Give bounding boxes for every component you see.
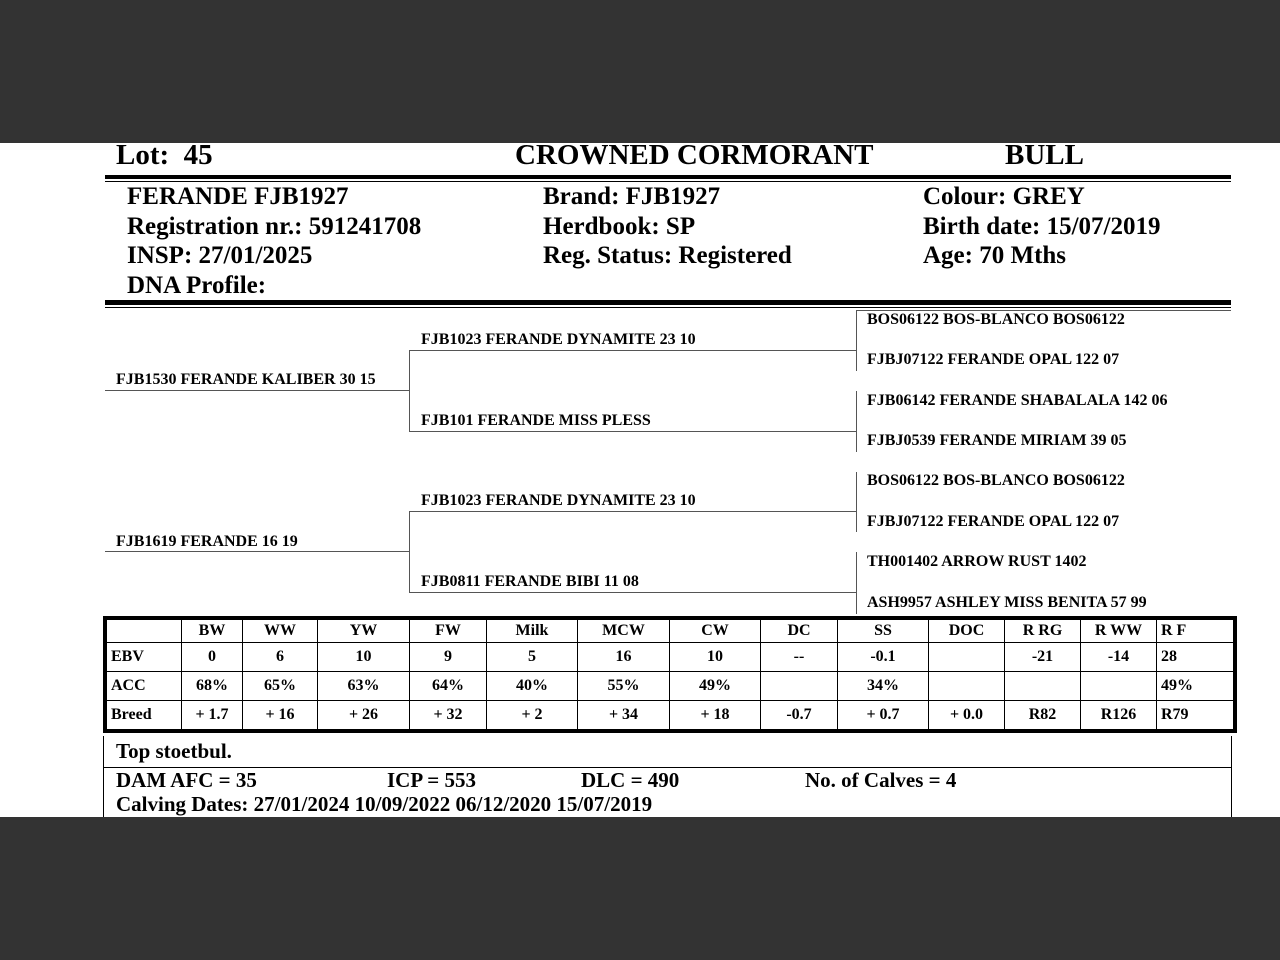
header-cell: DC <box>761 618 838 643</box>
ebv-header-row <box>105 618 1235 643</box>
dlc: DLC = 490 <box>581 768 680 792</box>
header-rule-thin <box>105 181 1231 182</box>
table-cell: 0 <box>182 643 243 672</box>
table-cell: -14 <box>1081 643 1157 672</box>
header-cell: Milk <box>487 618 578 643</box>
ss-sire-line <box>856 310 1231 311</box>
ss-bracket <box>856 310 857 371</box>
table-cell <box>929 643 1005 672</box>
dam: FJB1619 FERANDE 16 19 <box>116 533 298 550</box>
colour: Colour: GREY <box>923 183 1085 210</box>
ebv-table <box>103 616 1237 733</box>
table-cell: 10 <box>318 643 410 672</box>
table-cell: 9 <box>410 643 487 672</box>
info-rule-thick <box>105 300 1231 305</box>
header-rule-thick <box>105 175 1231 179</box>
table-cell: + 1.7 <box>182 701 243 732</box>
sire-line <box>105 390 409 391</box>
row-label: EBV <box>105 643 182 672</box>
ss-dam: FJBJ07122 FERANDE OPAL 122 07 <box>867 351 1120 368</box>
dam-sire: FJB1023 FERANDE DYNAMITE 23 10 <box>421 492 696 509</box>
sire-dam: FJB101 FERANDE MISS PLESS <box>421 412 651 429</box>
table-cell: + 18 <box>670 701 761 732</box>
table-cell: 34% <box>838 672 929 701</box>
header-cell: WW <box>243 618 318 643</box>
table-cell: + 34 <box>578 701 670 732</box>
dd-sire: TH001402 ARROW RUST 1402 <box>867 553 1087 570</box>
header-cell: MCW <box>578 618 670 643</box>
row-label: ACC <box>105 672 182 701</box>
ebv-row <box>105 643 1235 672</box>
ds-sire: BOS06122 BOS-BLANCO BOS06122 <box>867 472 1125 489</box>
header-cell: R RG <box>1005 618 1081 643</box>
animal-sex: BULL <box>1005 143 1084 171</box>
ss-sire: BOS06122 BOS-BLANCO BOS06122 <box>867 311 1125 328</box>
remark: Top stoetbul. <box>116 739 232 763</box>
header-cell: R F <box>1157 618 1236 643</box>
table-cell: 65% <box>243 672 318 701</box>
lot-label: Lot: 45 <box>116 143 213 170</box>
header-cell: YW <box>318 618 410 643</box>
sd-bracket <box>856 391 857 452</box>
table-cell: 49% <box>1157 672 1236 701</box>
sd-sire: FJB06142 FERANDE SHABALALA 142 06 <box>867 392 1168 409</box>
breed-row <box>105 701 1235 732</box>
table-cell: R79 <box>1157 701 1236 732</box>
table-cell <box>761 672 838 701</box>
table-cell: + 0.0 <box>929 701 1005 732</box>
ds-dam: FJBJ07122 FERANDE OPAL 122 07 <box>867 513 1120 530</box>
header-cell: FW <box>410 618 487 643</box>
table-cell: 64% <box>410 672 487 701</box>
acc-row <box>105 672 1235 701</box>
reg-status: Reg. Status: Registered <box>543 242 792 269</box>
icp: ICP = 553 <box>387 768 476 792</box>
table-cell: -0.1 <box>838 643 929 672</box>
table-cell: R82 <box>1005 701 1081 732</box>
dam-line <box>105 551 409 552</box>
lot-number: 45 <box>183 143 213 171</box>
table-cell <box>1081 672 1157 701</box>
dam-stats-box <box>103 768 1232 817</box>
table-cell: + 32 <box>410 701 487 732</box>
info-rule-thin <box>105 307 1231 308</box>
sire-dam-line <box>409 431 856 432</box>
animal-id: FERANDE FJB1927 <box>127 183 349 210</box>
table-cell: + 0.7 <box>838 701 929 732</box>
header-cell: DOC <box>929 618 1005 643</box>
registration-number: Registration nr.: 591241708 <box>127 213 422 240</box>
herdbook: Herdbook: SP <box>543 213 696 240</box>
sd-dam: FJBJ0539 FERANDE MIRIAM 39 05 <box>867 432 1127 449</box>
ds-bracket <box>856 472 857 532</box>
header-cell: BW <box>182 618 243 643</box>
dam-afc: DAM AFC = 35 <box>116 768 257 792</box>
brand: Brand: FJB1927 <box>543 183 721 210</box>
dd-bracket <box>856 552 857 614</box>
table-cell: -0.7 <box>761 701 838 732</box>
catalogue-page <box>0 143 1280 817</box>
table-cell: + 16 <box>243 701 318 732</box>
table-cell <box>929 672 1005 701</box>
table-cell: + 26 <box>318 701 410 732</box>
no-of-calves: No. of Calves = 4 <box>805 768 957 792</box>
age: Age: 70 Mths <box>923 242 1067 269</box>
table-cell: 28 <box>1157 643 1236 672</box>
row-label: Breed <box>105 701 182 732</box>
table-cell: 16 <box>578 643 670 672</box>
table-cell: 63% <box>318 672 410 701</box>
animal-name: CROWNED CORMORANT <box>515 143 874 171</box>
dd-dam: ASH9957 ASHLEY MISS BENITA 57 99 <box>867 594 1147 611</box>
remark-box <box>103 736 1232 768</box>
header-cell <box>105 618 182 643</box>
dam-sire-line <box>409 511 856 512</box>
birth-date: Birth date: 15/07/2019 <box>923 213 1161 240</box>
table-cell: 68% <box>182 672 243 701</box>
table-cell: 55% <box>578 672 670 701</box>
sire: FJB1530 FERANDE KALIBER 30 15 <box>116 371 376 388</box>
sire-sire-line <box>409 350 856 351</box>
table-cell: 5 <box>487 643 578 672</box>
sire-sire: FJB1023 FERANDE DYNAMITE 23 10 <box>421 331 696 348</box>
header-cell: R WW <box>1081 618 1157 643</box>
table-cell: 10 <box>670 643 761 672</box>
dam-dam: FJB0811 FERANDE BIBI 11 08 <box>421 573 639 590</box>
table-cell: R126 <box>1081 701 1157 732</box>
dna-profile: DNA Profile: <box>127 272 267 299</box>
dam-bracket <box>409 511 410 592</box>
table-cell: + 2 <box>487 701 578 732</box>
inspection-date: INSP: 27/01/2025 <box>127 242 313 269</box>
header-cell: CW <box>670 618 761 643</box>
table-cell: 6 <box>243 643 318 672</box>
table-cell <box>1005 672 1081 701</box>
table-cell: -- <box>761 643 838 672</box>
table-cell: 49% <box>670 672 761 701</box>
sire-bracket <box>409 350 410 431</box>
dam-dam-line <box>409 592 856 593</box>
table-cell: -21 <box>1005 643 1081 672</box>
header-cell: SS <box>838 618 929 643</box>
calving-dates: Calving Dates: 27/01/2024 10/09/2022 06/12/2020 15/07/2019 <box>116 792 653 816</box>
table-cell: 40% <box>487 672 578 701</box>
